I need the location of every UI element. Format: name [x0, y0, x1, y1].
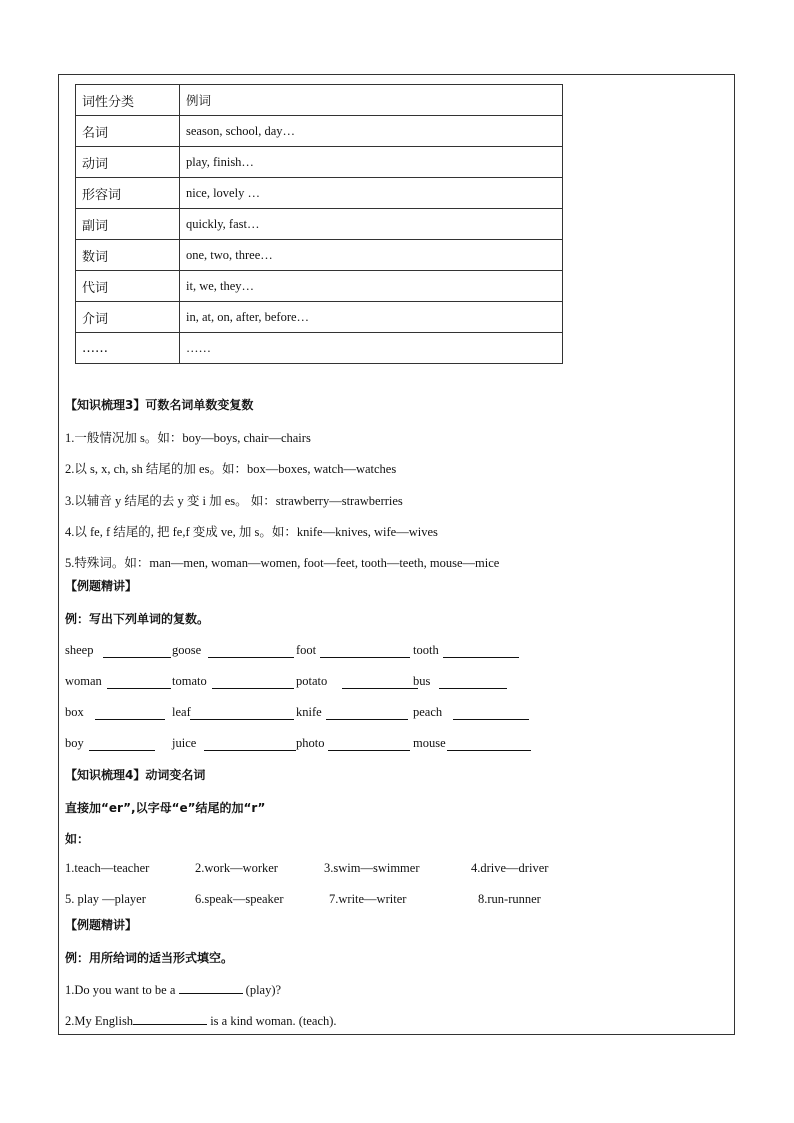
table-row	[76, 147, 563, 178]
example2-instruction: 例：用所给词的适当形式填空。	[65, 951, 234, 965]
table-row	[76, 116, 563, 147]
table-row	[76, 85, 563, 116]
table-row	[76, 178, 563, 209]
question-1-hint: (play)?	[242, 983, 282, 997]
section3-heading: 【知识梳理3】可数名词单数变复数	[65, 398, 254, 412]
exercise-word: photo	[296, 736, 325, 750]
answer-blank[interactable]	[212, 677, 294, 689]
rule-1: 1.一般情况加 s。如：boy—boys, chair—chairs	[65, 431, 311, 445]
pos-category-cell: 副词	[76, 209, 180, 240]
answer-blank[interactable]	[326, 708, 408, 720]
exercise-word: sheep	[65, 643, 94, 657]
example1-instruction: 例：写出下列单词的复数。	[65, 612, 210, 626]
exercise-word: bus	[413, 674, 431, 688]
pos-example-cell: play, finish…	[180, 147, 563, 178]
rule-3: 3.以辅音 y 结尾的去 y 变 i 加 es。 如：strawberry—strawberries	[65, 494, 403, 508]
question-2	[65, 1013, 337, 1029]
question-2-text: 2.My English	[65, 1014, 134, 1028]
exercise-word: peach	[413, 705, 443, 719]
pos-example-cell: ……	[180, 333, 563, 364]
exercise-word: juice	[172, 736, 197, 750]
answer-blank-1[interactable]	[179, 982, 243, 994]
answer-blank[interactable]	[208, 646, 294, 658]
pair-7: 7.write—writer	[329, 892, 407, 906]
pair-4: 4.drive—driver	[471, 861, 549, 875]
pair-6: 6.speak—speaker	[195, 892, 284, 906]
pos-example-cell: in, at, on, after, before…	[180, 302, 563, 333]
pos-category-cell: 数词	[76, 240, 180, 271]
example1-heading: 【例题精讲】	[65, 579, 138, 593]
rule-2: 2.以 s, x, ch, sh 结尾的加 es。如：box—boxes, watch—watches	[65, 462, 397, 476]
question-1-text: 1.Do you want to be a	[65, 983, 179, 997]
exercise-word: foot	[296, 643, 317, 657]
pos-example-cell: it, we, they…	[180, 271, 563, 302]
pair-1: 1.teach—teacher	[65, 861, 150, 875]
table-row	[76, 333, 563, 364]
exercise-word: leaf	[172, 705, 191, 719]
question-2-hint: is a kind woman. (teach).	[207, 1014, 337, 1028]
table-row	[76, 209, 563, 240]
answer-blank[interactable]	[447, 739, 531, 751]
section4-rule: 直接加“er”,以字母“e”结尾的加“r”	[65, 801, 266, 815]
table-row	[76, 271, 563, 302]
question-1	[65, 982, 281, 998]
pos-example-cell: season, school, day…	[180, 116, 563, 147]
exercise-word: box	[65, 705, 84, 719]
pair-8: 8.run-runner	[478, 892, 541, 906]
section4-ru: 如：	[65, 832, 90, 846]
answer-blank[interactable]	[204, 739, 296, 751]
answer-blank-2[interactable]	[133, 1013, 207, 1025]
example2-heading: 【例题精讲】	[65, 918, 138, 932]
pos-category-cell: ……	[76, 333, 180, 364]
answer-blank[interactable]	[320, 646, 410, 658]
pos-category-cell: 名词	[76, 116, 180, 147]
pos-category-cell: 介词	[76, 302, 180, 333]
table-row	[76, 302, 563, 333]
section4-heading: 【知识梳理4】动词变名词	[65, 768, 206, 782]
part-of-speech-table	[75, 84, 563, 364]
rule-4: 4.以 fe, f 结尾的, 把 fe,f 变成 ve, 加 s。如：knife—knives, wife—wives	[65, 525, 438, 539]
pair-3: 3.swim—swimmer	[324, 861, 420, 875]
exercise-word: woman	[65, 674, 102, 688]
answer-blank[interactable]	[190, 708, 294, 720]
answer-blank[interactable]	[89, 739, 155, 751]
exercise-word: tooth	[413, 643, 439, 657]
pos-example-cell: 例词	[180, 85, 563, 116]
answer-blank[interactable]	[328, 739, 410, 751]
answer-blank[interactable]	[453, 708, 529, 720]
answer-blank[interactable]	[103, 646, 171, 658]
pos-example-cell: nice, lovely …	[180, 178, 563, 209]
table-row	[76, 240, 563, 271]
exercise-word: boy	[65, 736, 84, 750]
answer-blank[interactable]	[439, 677, 507, 689]
answer-blank[interactable]	[95, 708, 165, 720]
pair-2: 2.work—worker	[195, 861, 278, 875]
exercise-word: mouse	[413, 736, 446, 750]
answer-blank[interactable]	[342, 677, 418, 689]
pos-category-cell: 动词	[76, 147, 180, 178]
pos-category-cell: 词性分类	[76, 85, 180, 116]
exercise-word: tomato	[172, 674, 207, 688]
answer-blank[interactable]	[107, 677, 171, 689]
answer-blank[interactable]	[443, 646, 519, 658]
rule-5: 5.特殊词。如：man—men, woman—women, foot—feet, tooth—teeth, mouse—mice	[65, 556, 500, 570]
exercise-word: potato	[296, 674, 328, 688]
pair-5: 5. play —player	[65, 892, 146, 906]
exercise-word: knife	[296, 705, 322, 719]
pos-category-cell: 代词	[76, 271, 180, 302]
pos-category-cell: 形容词	[76, 178, 180, 209]
pos-example-cell: quickly, fast…	[180, 209, 563, 240]
pos-example-cell: one, two, three…	[180, 240, 563, 271]
exercise-word: goose	[172, 643, 202, 657]
